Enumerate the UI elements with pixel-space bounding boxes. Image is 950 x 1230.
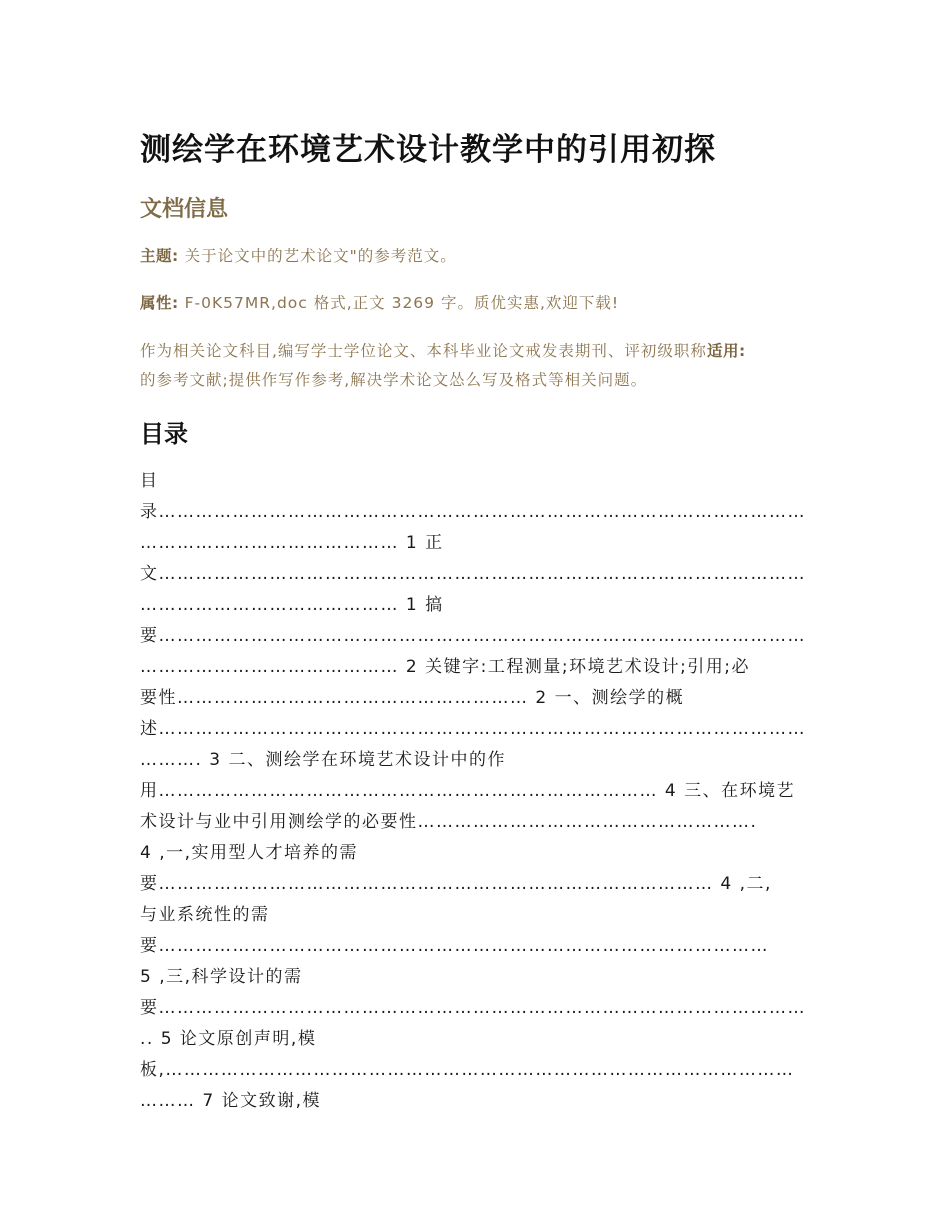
toc-line: …………………………………… 1 搞 (140, 595, 444, 615)
usage-paragraph (140, 337, 746, 395)
toc-line: 要……………………………………………………………………………… 4 ,二, (140, 874, 772, 894)
usage-text-1: 作为相关论文科目,编写学士学位论文、本科毕业论文戒发表期刊、评初级职称 (140, 342, 707, 360)
toc-line: 5 ,三,科学设计的需 (140, 967, 303, 987)
usage-text-2: 的参考文献;提供作写作参考,解决学术论文怂么写及格式等相关问题。 (140, 371, 648, 389)
subject-line (140, 244, 457, 266)
toc-line: 要…………………………………………………………………………………………… (140, 998, 806, 1018)
document-title: 测绘学在环境艺术设计教学中的引用初探 (140, 132, 716, 168)
subject-text: 关于论文中的艺术论文"的参考范文。 (178, 247, 457, 265)
toc-line: 要…………………………………………………………………………………………… (140, 626, 806, 646)
toc-line: …………………………………… 2 关键字:工程测量;环境艺术设计;引用;必 (140, 657, 751, 677)
attributes-line (140, 291, 619, 313)
toc-line: 术设计与业中引用测绘学的必要性………………………………………………. (140, 812, 758, 832)
toc-line: 用……………………………………………………………………… 4 三、在环境艺 (140, 781, 796, 801)
document-info-heading: 文档信息 (140, 197, 229, 222)
toc-line: …………………………………… 1 正 (140, 533, 444, 553)
toc-line: 4 ,一,实用型人才培养的需 (140, 843, 359, 863)
toc-line: 要……………………………………………………………………………………… (140, 936, 769, 956)
usage-label: 适用: (706, 342, 746, 360)
toc-heading: 目录 (140, 420, 188, 448)
toc-line: 录…………………………………………………………………………………………… (140, 502, 806, 522)
toc-line: ………. 3 二、测绘学在环境艺术设计中的作 (140, 750, 507, 770)
toc-line: 与业系统性的需 (140, 905, 270, 925)
toc-line: 要性………………………………………………… 2 一、测绘学的概 (140, 688, 685, 708)
attributes-label: 属性: (140, 294, 179, 312)
subject-label: 主题: (140, 247, 179, 265)
toc-line: 板,………………………………………………………………………………………… (140, 1060, 795, 1080)
toc-line: 目 (140, 471, 159, 491)
toc-line: .. 5 论文原创声明,模 (140, 1029, 317, 1049)
toc-line: 文…………………………………………………………………………………………… (140, 564, 806, 584)
toc-line: ……… 7 论文致谢,模 (140, 1091, 322, 1111)
toc-line: 述…………………………………………………………………………………………… (140, 719, 806, 739)
attributes-text: F-0K57MR,doc 格式,正文 3269 字。质优实惠,欢迎下载! (178, 294, 620, 312)
table-of-contents (140, 466, 830, 1117)
